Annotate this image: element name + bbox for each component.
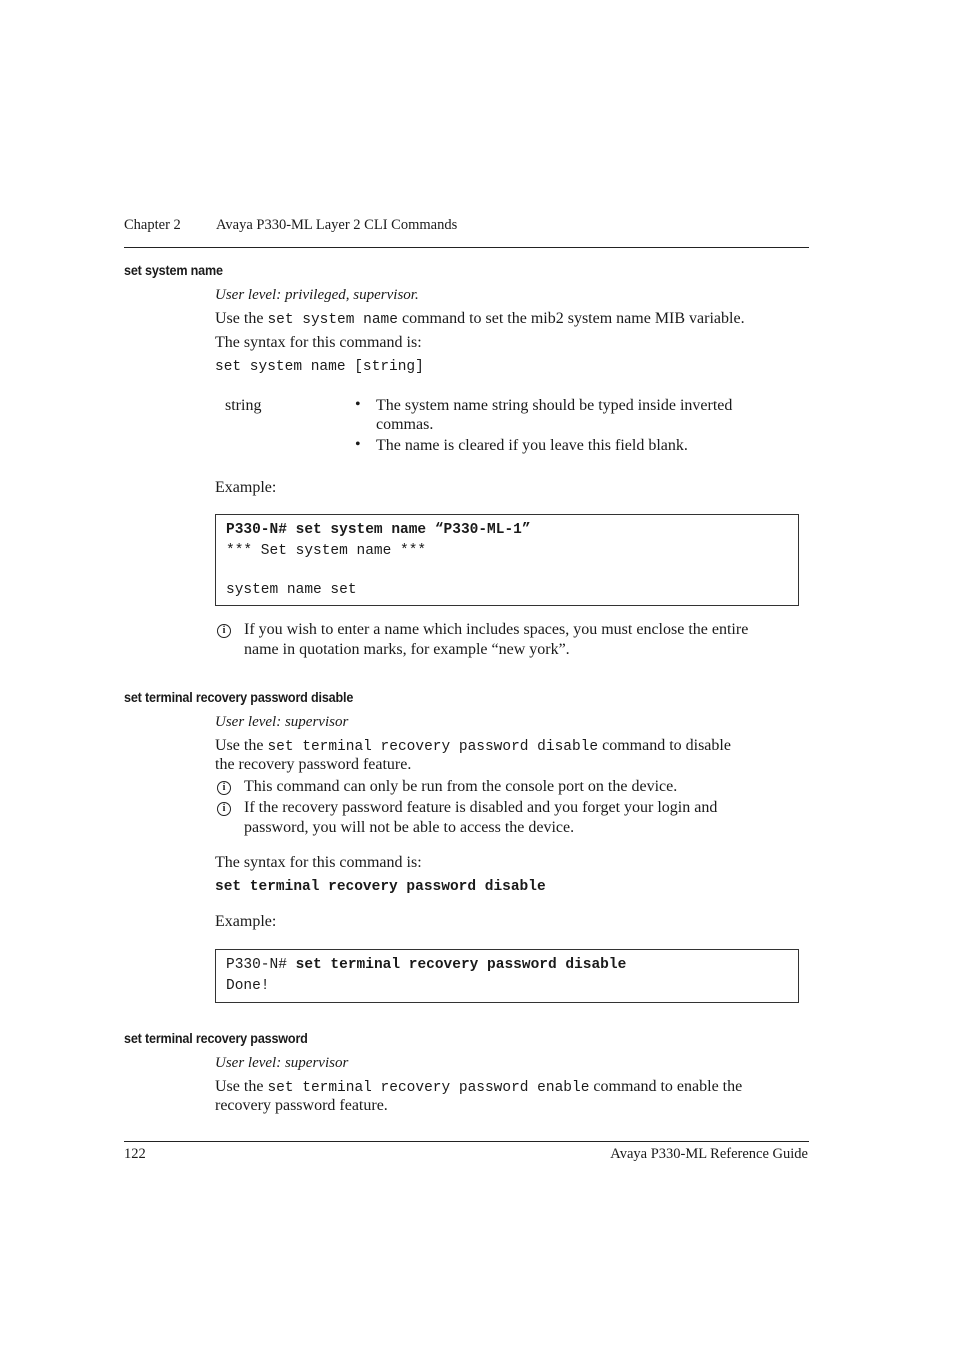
user-level: User level: supervisor	[215, 714, 349, 730]
page-number: 122	[124, 1146, 146, 1162]
example-code-box	[215, 514, 799, 606]
section-heading-set-terminal-recovery-password: set terminal recovery password	[124, 1030, 308, 1046]
syntax-intro: The syntax for this command is:	[215, 854, 422, 871]
inline-code: set terminal recovery password disable	[267, 739, 599, 755]
example-command: P330-N# set system name “P330-ML-1”	[226, 522, 531, 538]
syntax-intro: The syntax for this command is:	[215, 334, 422, 351]
note-text: If the recovery password feature is disabled and you forget your login and	[244, 799, 718, 816]
footer-guide-title: Avaya P330-ML Reference Guide	[610, 1146, 808, 1162]
chapter-title: Avaya P330-ML Layer 2 CLI Commands	[216, 217, 458, 233]
command-description-cont: the recovery password feature.	[215, 756, 412, 773]
footer-rule	[124, 1141, 809, 1142]
param-name: string	[225, 397, 262, 414]
note-text: This command can only be run from the console port on the device.	[244, 778, 678, 795]
running-header	[124, 215, 181, 235]
example-output: system name set	[226, 582, 357, 598]
syntax-line: set terminal recovery password disable	[215, 879, 546, 895]
info-note-icon: i	[217, 802, 231, 816]
command-description: Use the set terminal recovery password enable command to enable the	[215, 1078, 743, 1096]
note-text: If you wish to enter a name which includes spaces, you must enclose the entire	[244, 621, 749, 638]
command-description: Use the set terminal recovery password disable command to disable	[215, 737, 731, 755]
bullet-icon: •	[355, 436, 361, 453]
syntax-line: set system name [string]	[215, 359, 424, 375]
note-text-cont: name in quotation marks, for example “new york”.	[244, 641, 570, 658]
param-bullet-1-cont: commas.	[376, 416, 434, 433]
example-code-box	[215, 949, 799, 1003]
example-output: Done!	[226, 978, 270, 994]
example-prompt: P330-N#	[226, 957, 287, 973]
param-bullet-1: The system name string should be typed inside inverted	[376, 397, 733, 414]
example-command: set terminal recovery password disable	[295, 957, 627, 973]
bullet-icon: •	[355, 396, 361, 413]
inline-code: set system name	[267, 312, 398, 328]
note-text-cont: password, you will not be able to access the device.	[244, 819, 575, 836]
user-level: User level: supervisor	[215, 1055, 349, 1071]
example-label: Example:	[215, 913, 277, 930]
example-label: Example:	[215, 479, 277, 496]
section-heading-set-terminal-recovery-password-disable: set terminal recovery password disable	[124, 689, 354, 705]
example-output: *** Set system name ***	[226, 543, 427, 559]
example-command-line	[226, 957, 626, 973]
inline-code: set terminal recovery password enable	[267, 1080, 590, 1096]
chapter-label: Chapter 2	[124, 217, 181, 233]
command-description: Use the set system name command to set the mib2 system name MIB variable.	[215, 310, 745, 328]
command-description-cont: recovery password feature.	[215, 1097, 388, 1114]
header-rule	[124, 247, 809, 248]
user-level: User level: privileged, supervisor.	[215, 287, 419, 303]
param-bullet-2: The name is cleared if you leave this field blank.	[376, 437, 688, 454]
info-note-icon: i	[217, 781, 231, 795]
info-note-icon: i	[217, 624, 231, 638]
section-heading-set-system-name: set system name	[124, 262, 223, 278]
